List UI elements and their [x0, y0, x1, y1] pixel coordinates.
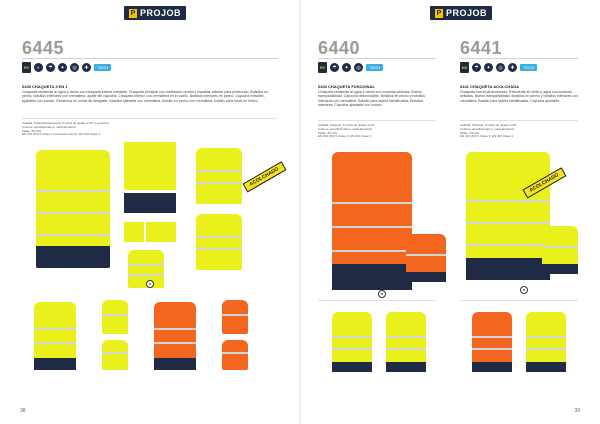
hv-icon: HV	[318, 62, 327, 73]
accent-badge: ACOLCHADO	[242, 162, 286, 193]
feature-icon: ◐	[34, 63, 43, 72]
product-image-6445-yellow-inner-b	[100, 340, 130, 372]
page-number-left: 38	[20, 408, 26, 414]
divider	[22, 118, 277, 119]
spec-line: EN ISO 20471 Clase 3, EN 343 Clase 3	[460, 134, 514, 139]
product-image-6445-inner	[194, 214, 244, 274]
logo-wordmark: PROJOB	[446, 8, 488, 18]
hv-icon: HV	[460, 62, 469, 73]
product-image-6445-vest	[194, 148, 244, 208]
product-image-6445-orange-front	[150, 302, 200, 372]
product-title: 6440 CHAQUETA FUNCIONAL	[318, 84, 375, 89]
feature-icon: ✦	[58, 63, 67, 72]
logo-mark: P	[130, 9, 136, 17]
page-number-right: 39	[574, 408, 580, 414]
divider	[318, 300, 436, 301]
product-image-6445-yellow-front	[30, 302, 80, 372]
spec-line: Calidad: Poliéster/poliuretano 5 ciclos de lavado a 60° y secadora	[22, 121, 110, 125]
model-number: 6440	[318, 38, 361, 58]
color-swatch-icon: ✚	[520, 286, 528, 294]
spec-line: Tallas: XS-4XL	[318, 130, 338, 135]
feature-icon: ✦	[342, 63, 351, 72]
product-description: Chaqueta funcional acolchada. Resistente al viento y agua con costuras selladas. Buena transpirabilidad. Bolsillos en pecho y bolsillos inferiores con cremallera. Bolsillo para tarjeta identificativa. Capucha ajustable.	[460, 90, 578, 103]
color-swatch-icon: ✚	[146, 280, 154, 288]
brand-logo-right	[430, 6, 492, 20]
divider	[460, 58, 578, 59]
feature-icon: ◎	[70, 63, 79, 72]
hv-icon: HV	[22, 62, 31, 73]
tech-tag: TECH	[366, 64, 383, 71]
logo-mark: P	[436, 9, 442, 17]
product-image-6445-main	[28, 150, 118, 270]
product-image-6445-detail	[124, 142, 176, 190]
product-image-6441-yellow-b	[524, 312, 568, 374]
feature-icon: ✚	[508, 63, 517, 72]
accent-badge: ACOLCHADO	[522, 168, 566, 199]
divider	[318, 120, 436, 121]
model-number: 6445	[22, 38, 65, 58]
product-image-6445-orange-inner-a	[220, 300, 250, 336]
spec-line: Colores: amarillo/marino, naranja/marino	[460, 126, 515, 131]
tech-tag: TECH	[94, 64, 111, 71]
divider	[318, 58, 436, 59]
spec-list	[318, 124, 436, 139]
product-image-6445-collar	[124, 193, 176, 213]
divider	[460, 300, 578, 301]
spread-gutter	[299, 0, 301, 424]
spec-line: EN ISO 20471 Clase 3, EN 343 Clase 3	[318, 134, 372, 139]
product-image-6440-yellow-b	[384, 312, 428, 374]
product-title: 6441 CHAQUETA ACOLCHADA	[460, 84, 519, 89]
model-number: 6441	[460, 38, 503, 58]
color-swatch-icon: ✚	[378, 290, 386, 298]
product-image-6445-yellow-inner-a	[100, 300, 130, 336]
product-description: Chaqueta resistente al agua y viento con costuras selladas. Buena transpirabilidad. Capucha desmontable. Bolsillos en pecho y bolsillos inferiores con cremallera. Bolsillo para tarjeta identificativa. Bolsillos interiores. Capucha ajustable con cordón.	[318, 90, 426, 108]
product-image-6445-pocket	[146, 222, 176, 242]
spec-line: Calidad: Poliéster, 5 ciclos de lavado a 60°	[318, 123, 375, 127]
feature-badges	[22, 62, 111, 73]
feature-icon: ☂	[46, 63, 55, 72]
spec-list	[460, 124, 578, 139]
feature-icon: ☂	[472, 63, 481, 72]
product-image-6445-orange-inner-b	[220, 340, 250, 372]
feature-icon: ✦	[484, 63, 493, 72]
feature-badges	[318, 62, 383, 73]
tech-tag: TECH	[520, 64, 537, 71]
spec-line: Tallas: XS-4XL	[22, 128, 42, 133]
product-description: Chaqueta resistente al agua y viento con chaqueta interior extraíble. Chaqueta principal con ventilación central y espaldar exterior para protección. Bolsillos en pecho, bolsillos inferiores con cremallera, ajuste del capucha. Chaqueta interior con cremallera en el cuello. Bolsillos interiores en pecho. Capucha extraíble, ajustable con cordón. Refuerzos en zonas de desgaste. Bolsillos laterales con cremallera, bolsillo en pecho con cremallera, bolsillo para móvil en Velcro.	[22, 90, 269, 103]
feature-icon: ◎	[354, 63, 363, 72]
product-title: 6445 CHAQUETA 3 EN 1	[22, 84, 68, 89]
spec-line: Calidad: Poliéster, 5 ciclos de lavado a 60°	[460, 123, 517, 127]
spec-list	[22, 122, 142, 137]
spec-line: Colores: amarillo/marino, naranja/marino	[22, 124, 77, 129]
feature-badges	[460, 62, 537, 73]
product-image-6441-orange-a	[470, 312, 514, 374]
feature-icon: ◎	[496, 63, 505, 72]
spec-line: Tallas: XS-4XL	[460, 130, 480, 135]
product-image-6440-hood	[404, 234, 448, 284]
spec-line: EN ISO 20471 Clase 2 (chaqueta interior), EN 343 Clase 3	[22, 132, 101, 137]
brand-logo-left	[124, 6, 186, 20]
feature-icon: ☂	[330, 63, 339, 72]
product-image-6441-back	[540, 226, 580, 276]
feature-icon: ✚	[82, 63, 91, 72]
divider	[22, 58, 278, 59]
spec-line: Colores: amarillo/marino, naranja/marino	[318, 126, 373, 131]
product-image-6445-zip	[124, 222, 144, 242]
logo-wordmark: PROJOB	[140, 8, 182, 18]
product-image-6440-yellow-a	[330, 312, 374, 374]
divider	[460, 120, 578, 121]
